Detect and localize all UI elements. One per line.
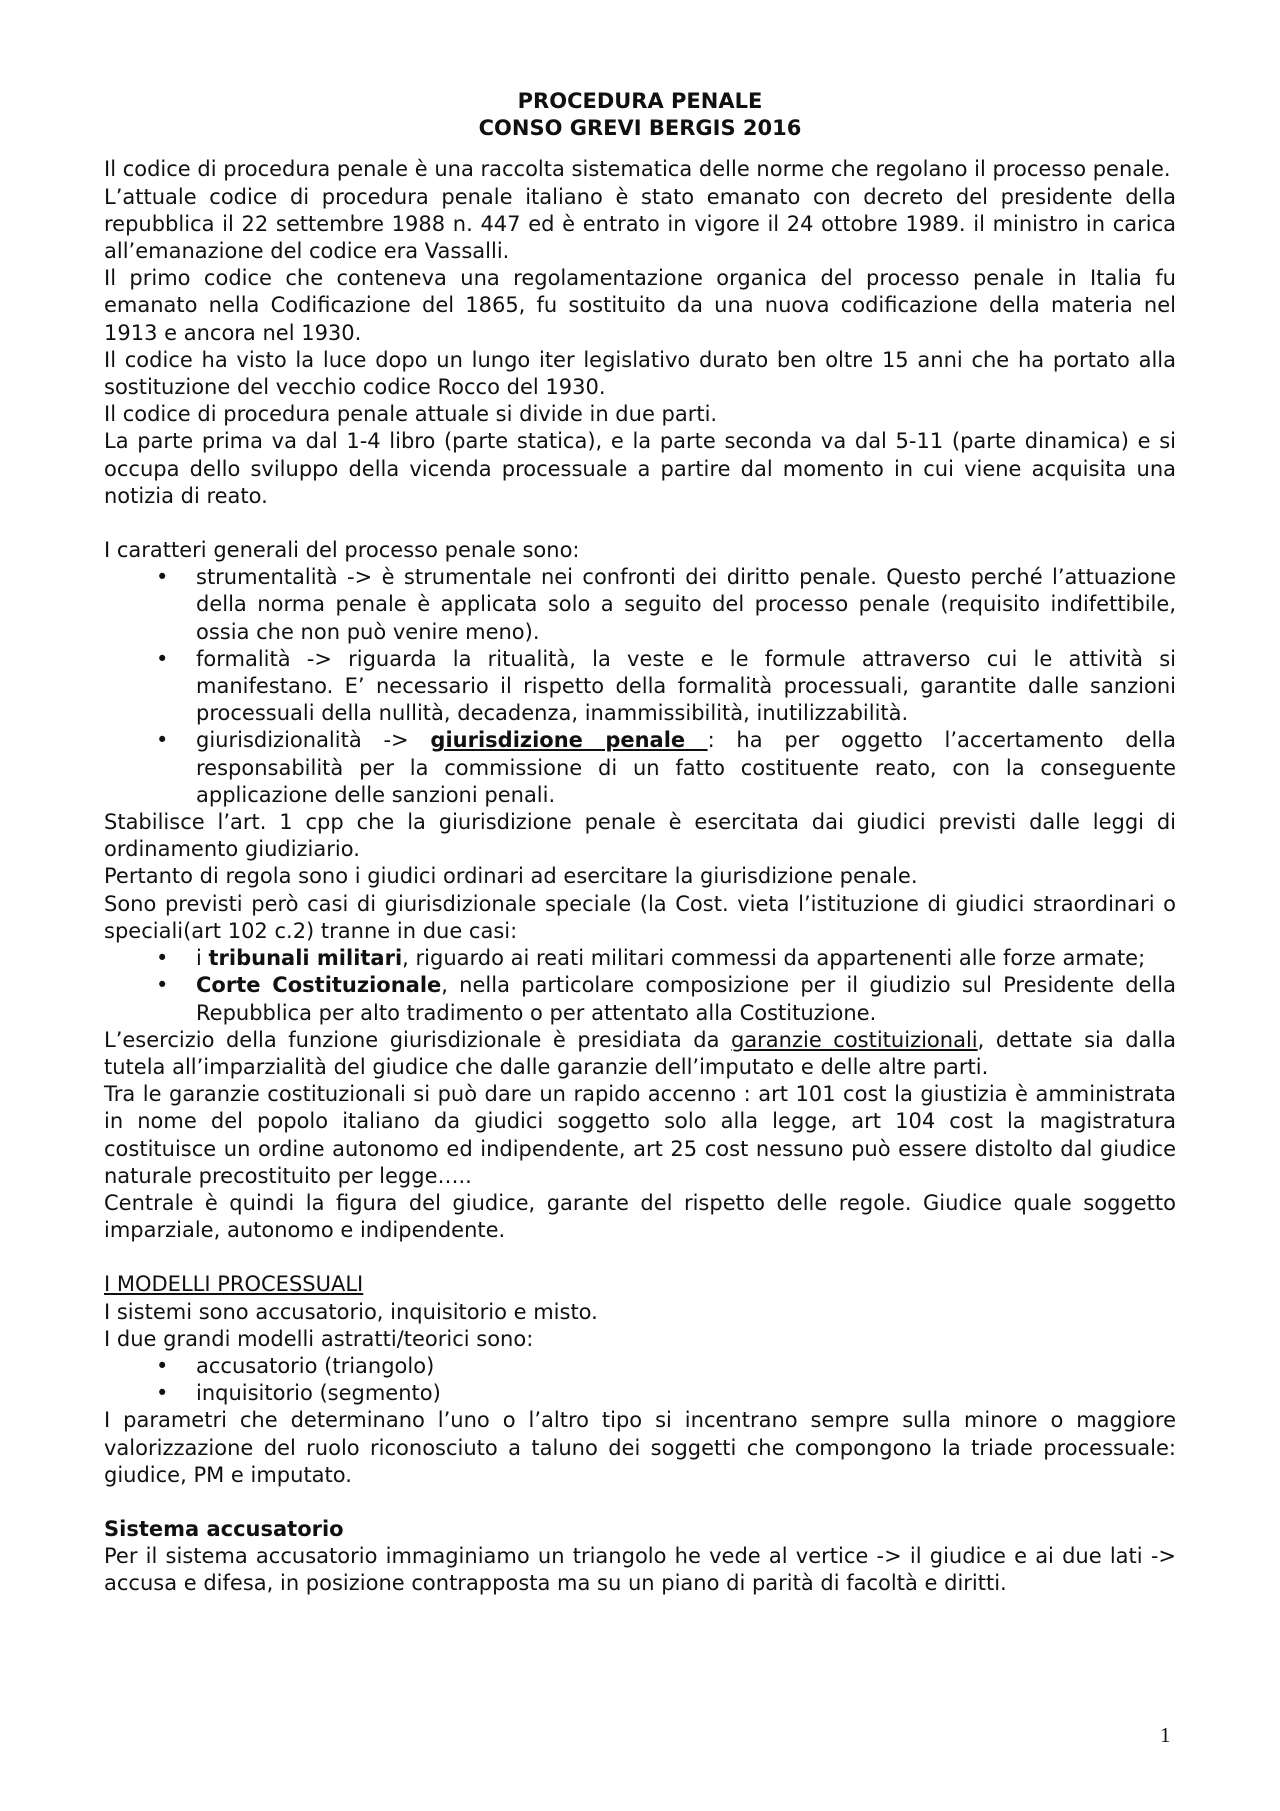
list-item [104, 564, 1176, 646]
paragraph [104, 1027, 1176, 1081]
bullet-icon: • [156, 1381, 169, 1406]
paragraph: Stabilisce l’art. 1 cpp che la giurisdizione penale è esercitata dai giudici previsti dalle leggi di ordinamento giudiziario. [104, 810, 1176, 862]
title-line-2: CONSO GREVI BERGIS 2016 [478, 116, 802, 141]
term-tribunali-militari: tribunali militari [208, 946, 403, 971]
paragraph-text: , dettate sia dalla tutela all’imparzialità del giudice che dalle garanzie dell’imputato e delle altre parti. [104, 1027, 1176, 1079]
paragraph: Centrale è quindi la figura del giudice, garante del rispetto delle regole. Giudice quale soggetto imparziale, autonomo e indipendente. [104, 1190, 1176, 1243]
paragraph: Tra le garanzie costituzionali si può dare un rapido accenno : art 101 cost la giustizia è amministrata in nome del popolo italiano da giudici soggetto solo alla legge, art 104 cost la magistratura costituisce un ordine autonomo ed indipendente, art 25 cost nessuno può essere distolto dal giudice naturale precostituito per legge….. [104, 1082, 1176, 1188]
paragraph: I parametri che determinano l’uno o l’altro tipo si incentrano sempre sulla minore o maggiore valorizzazione del ruolo riconosciuto a taluno dei soggetti che compongono la triade processuale: giudice, PM e imputato. [104, 1408, 1176, 1487]
list-item-text: giurisdizionalità -> [196, 728, 431, 753]
bullet-list [104, 945, 1176, 1027]
bullet-icon: • [156, 973, 169, 998]
bullet-icon: • [156, 946, 169, 971]
list-item [104, 727, 1176, 809]
list-item-text: , riguardo ai reati militari commessi da appartenenti alle forze armate; [402, 946, 1146, 971]
spacer [104, 1489, 1176, 1516]
list-item [104, 972, 1176, 1026]
paragraph: Per il sistema accusatorio immaginiamo un triangolo he vede al vertice -> il giudice e ai due lati -> accusa e difesa, in posizione contrapposta ma su un piano di parità di facoltà e diritti. [104, 1544, 1176, 1596]
paragraph: L’attuale codice di procedura penale italiano è stato emanato con decreto del presidente della repubblica il 22 settembre 1988 n. 447 ed è entrato in vigore il 24 ottobre 1989. il ministro in carica all’emanazione del codice era Vassalli. [104, 184, 1176, 264]
list-item-text: inquisitorio (segmento) [196, 1381, 441, 1406]
list-item-text: i [196, 946, 209, 971]
bullet-list [104, 564, 1176, 809]
list-item-text: strumentalità -> è strumentale nei confronti dei diritto penale. Questo perché l’attuazione della norma penale è applicata solo a seguito del processo penale (requisito indifettibile, ossia che non può venire meno). [196, 565, 1176, 644]
term-giurisdizione-penale: giurisdizione penale [430, 728, 708, 753]
title-line-1: PROCEDURA PENALE [517, 89, 763, 113]
bullet-list [104, 1353, 1176, 1407]
list-item-text: formalità -> riguarda la ritualità, la veste e le formule attraverso cui le attività si manifestano. E’ necessario il rispetto della formalità processuali, garantite dalle sanzioni processuali della nullità, decadenza, inammissibilità, inutilizzabilità. [196, 646, 1176, 726]
paragraph: I sistemi sono accusatorio, inquisitorio e misto. [104, 1299, 598, 1324]
section-heading-accusatorio: Sistema accusatorio [104, 1516, 344, 1541]
paragraph: Pertanto di regola sono i giudici ordinari ad esercitare la giurisdizione penale. [104, 864, 918, 889]
list-item [104, 1353, 1176, 1380]
paragraph: Il codice di procedura penale attuale si divide in due parti. [104, 402, 718, 427]
paragraph: Il primo codice che conteneva una regolamentazione organica del processo penale in Italia fu emanato nella Codificazione del 1865, fu sostituito da una nuova codificazione della materia nel 1913 e ancora nel 1930. [104, 266, 1176, 345]
bullet-icon: • [156, 1353, 169, 1378]
list-item-text: accusatorio (triangolo) [196, 1353, 435, 1378]
spacer [104, 510, 1176, 537]
paragraph: Il codice ha visto la luce dopo un lungo iter legislativo durato ben oltre 15 anni che ha portato alla sostituzione del vecchio codice Rocco del 1930. [104, 347, 1176, 400]
paragraph: I caratteri generali del processo penale sono: [104, 538, 580, 563]
bullet-icon: • [156, 728, 169, 753]
paragraph: La parte prima va dal 1-4 libro (parte statica), e la parte seconda va dal 5-11 (parte dinamica) e si occupa dello sviluppo della vicenda processuale a partire dal momento in cui viene acquisita una notizia di reato. [104, 429, 1176, 508]
paragraph: I due grandi modelli astratti/teorici sono: [104, 1326, 534, 1351]
list-item [104, 945, 1176, 972]
page-number: 1 [1160, 1723, 1171, 1747]
list-item [104, 1380, 1176, 1407]
list-item-text: , nella particolare composizione per il giudizio sul Presidente della Repubblica per alto tradimento o per attentato alla Costituzione. [196, 973, 1177, 1025]
paragraph-text: L’esercizio della funzione giurisdizionale è presidiata da [104, 1027, 731, 1052]
bullet-icon: • [156, 646, 169, 671]
term-garanzie-costituzionali: garanzie costituizionali [730, 1027, 978, 1052]
paragraph: Sono previsti però casi di giurisdizionale speciale (la Cost. vieta l’istituzione di giudici straordinari o speciali(art 102 c.2) tranne in due casi: [104, 891, 1176, 943]
paragraph: Il codice di procedura penale è una raccolta sistematica delle norme che regolano il processo penale. [104, 157, 1171, 182]
document-body [104, 88, 1176, 1598]
spacer [104, 1244, 1176, 1271]
term-corte-costituzionale: Corte Costituzionale [196, 973, 442, 998]
list-item-text: : ha per oggetto l’accertamento della responsabilità per la commissione di un fatto costituente reato, con la conseguente applicazione delle sanzioni penali. [196, 728, 1176, 807]
section-heading-modelli: I MODELLI PROCESSUALI [104, 1272, 364, 1297]
list-item [104, 646, 1176, 728]
document-title [104, 88, 1176, 142]
bullet-icon: • [156, 565, 169, 590]
